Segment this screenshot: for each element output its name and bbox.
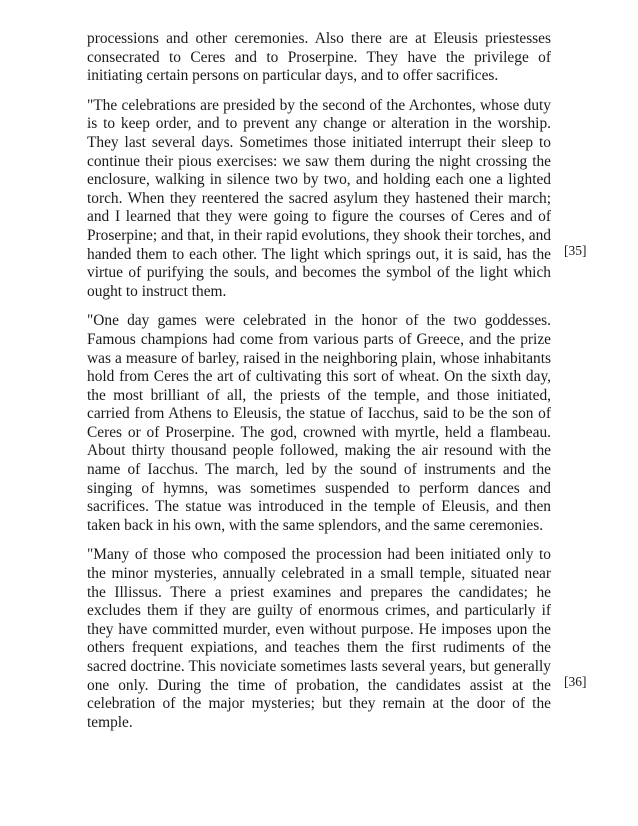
text-column bbox=[87, 30, 551, 743]
paragraph-4: "Many of those who composed the procession had been initiated only to the minor mysteries, annually celebrated in a small temple, situated near the Illissus. There a priest examines and prepares the candidates; he excludes them if they are guilty of enormous crimes, and particularly if they have committed murder, even without purpose. He imposes upon the others frequent expiations, and teaches them the first rudiments of the sacred doctrine. This noviciate sometimes lasts several years, but generally one only. During the time of probation, the candidates assist at the celebration of the major mysteries; but they remain at the door of the temple. bbox=[87, 546, 551, 731]
paragraph-2: "The celebrations are presided by the second of the Archontes, whose duty is to keep order, and to prevent any change or alteration in the worship. They last several days. Sometimes those initiated interrupt their sleep to continue their pious exercises: we saw them during the night crossing the enclosure, walking in silence two by two, and holding each one a lighted torch. When they reentered the sacred asylum they hastened their march; and I learned that they were going to figure the courses of Ceres and of Proserpine; and that, in their rapid evolutions, they shook their torches, and handed them to each other. The light which springs out, it is said, has the virtue of purifying the souls, and becomes the symbol of the light which ought to instruct them. bbox=[87, 96, 551, 300]
paragraph-1: processions and other ceremonies. Also there are at Eleusis priestesses consecrated to Ceres and to Proserpine. They have the privilege of initiating certain persons on particular days, and to offer sacrifices. bbox=[87, 30, 551, 85]
page-number-marker-35: [35] bbox=[564, 243, 587, 258]
page-number-marker-36: [36] bbox=[564, 674, 587, 689]
paragraph-3: "One day games were celebrated in the honor of the two goddesses. Famous champions had come from various parts of Greece, and the prize was a measure of barley, raised in the neighboring plain, whose inhabitants hold from Ceres the art of cultivating this sort of wheat. On the sixth day, the most brilliant of all, the priests of the temple, and those initiated, carried from Athens to Eleusis, the statue of Iacchus, said to be the son of Ceres or of Proserpine. The god, crowned with myrtle, held a flambeau. About thirty thousand people followed, making the air resound with the name of Iacchus. The march, led by the sound of instruments and the singing of hymns, was sometimes suspended to perform dances and sacrifices. The statue was introduced in the temple of Eleusis, and then taken back in his own, with the same splendors, and the same ceremonies. bbox=[87, 312, 551, 534]
